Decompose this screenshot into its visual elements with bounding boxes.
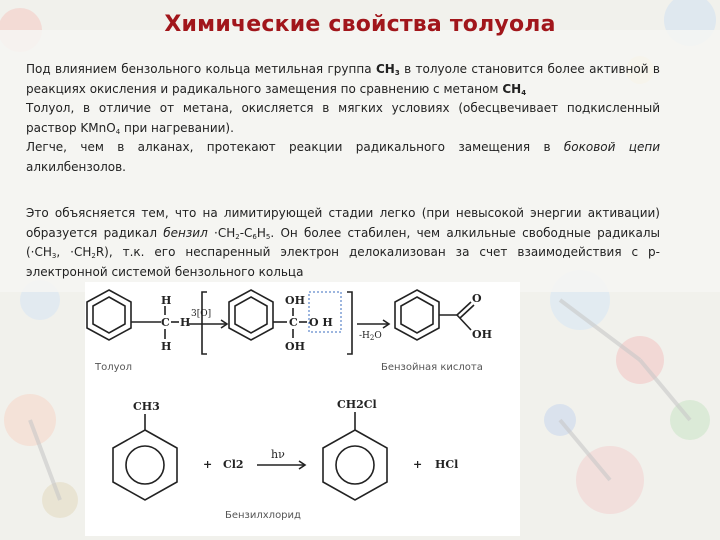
minus-water-label: $-H_2O$ (359, 331, 382, 342)
bracket-left (202, 292, 207, 354)
atom-c2: C (289, 316, 298, 329)
product-hcl: HCl (435, 458, 459, 471)
caption-toluene: Толуол (95, 362, 133, 373)
reagent-oxygen: 3[O] (191, 309, 212, 319)
plus-sign-2: + (413, 458, 423, 471)
atom-oh-right: O H (309, 316, 333, 329)
emphasis-benzyl: бензил (163, 225, 208, 240)
benzene-ring-toluene-2 (113, 430, 177, 500)
atom-h-top: H (161, 294, 172, 307)
atom-c: C (161, 316, 170, 329)
paragraph-text: Толуол, в отличие от метана, окисляется в мягких условиях (обесцвечивает подкисленный раствор KMnO (26, 101, 660, 135)
text-block-1 (26, 60, 660, 177)
paragraph-text: Под влиянием бензольного кольца метильная группа (26, 62, 372, 76)
paragraph-text: . Он более стабилен, чем алкильные свободные радикалы (·CH (26, 225, 660, 259)
atom-o-carbonyl: O (472, 292, 482, 305)
group-ch2cl: CH2Cl (337, 398, 377, 411)
bond-c-o-double-1 (457, 302, 471, 315)
bond-c-o-double-2 (460, 305, 474, 318)
atom-h-bottom: H (161, 340, 172, 353)
benzene-ring-benzyl-chloride (323, 430, 387, 500)
paragraph-text: Это объясняется тем, что на лимитирующей стадии легко (при невысокой энергии активации) образуется радикал (26, 206, 660, 240)
paragraph-oxidation: Толуол, в отличие от метана, окисляется в мягких условиях (обесцвечивает подкисленный раствор KMnO$_4$ при нагревании). (26, 101, 660, 136)
atom-oh-top: OH (285, 294, 305, 307)
benzene-ring-toluene (87, 290, 131, 340)
benzene-ring-benzoic-acid (395, 290, 439, 340)
bracket-right (347, 292, 352, 354)
atom-oh-bottom: OH (285, 340, 305, 353)
formula-ch4: $CH_4$ (502, 81, 527, 97)
paragraph-methyl (26, 60, 660, 99)
group-ch3: CH3 (133, 400, 160, 413)
formula-benzyl-radical: $\cdot CH_2-C_6H_5$ (214, 225, 271, 241)
paragraph-text: при нагревании). (123, 120, 234, 135)
reagent-cl2: Cl2 (223, 458, 244, 471)
caption-benzyl-chloride: Бензилхлорид (225, 510, 301, 521)
reaction-scheme (85, 282, 520, 536)
plus-sign-1: + (203, 458, 213, 471)
paragraph-substitution (26, 138, 660, 177)
bond-c-oh (457, 315, 471, 330)
formula-ch3: $CH_3$ (375, 62, 400, 77)
atom-h-right: H (180, 316, 191, 329)
paragraph-benzyl-radical: Это объясняется тем, что на лимитирующей стадии легко (при невысокой энергии активации) образуется радикал бензил $\cdot CH_2-C_6H_5$. Он более стабилен, чем алкильные свободные радикалы ($\cdot CH_3$, $\cdot CH_2R$), т.к. его неспаренный электрон делокализован за счет взаимодействия с p-электронной системой бензольного кольца (26, 206, 660, 279)
atom-oh-acid: OH (472, 328, 492, 341)
reaction-scheme-drawing (85, 282, 520, 536)
emphasis-side-chain: боковой цепи (563, 140, 660, 154)
page-title: Химические свойства толуола (164, 12, 556, 37)
paragraph-text: в толуоле становится более активной в реакциях окисления и радикального замещения по сравнению с метаном (26, 62, 660, 96)
caption-benzoic-acid: Бензойная кислота (381, 362, 483, 373)
text-block-2 (26, 204, 660, 282)
condition-light: hν (271, 448, 285, 461)
paragraph-text: алкилбензолов. (26, 159, 126, 174)
paragraph-text: Легче, чем в алканах, протекают реакции радикального замещения в (26, 140, 551, 154)
paragraph-text: R), т.к. его неспаренный электрон делокализован за счет взаимодействия с p-электронной системой бензольного кольца (26, 245, 660, 279)
benzene-ring-intermediate (229, 290, 273, 340)
